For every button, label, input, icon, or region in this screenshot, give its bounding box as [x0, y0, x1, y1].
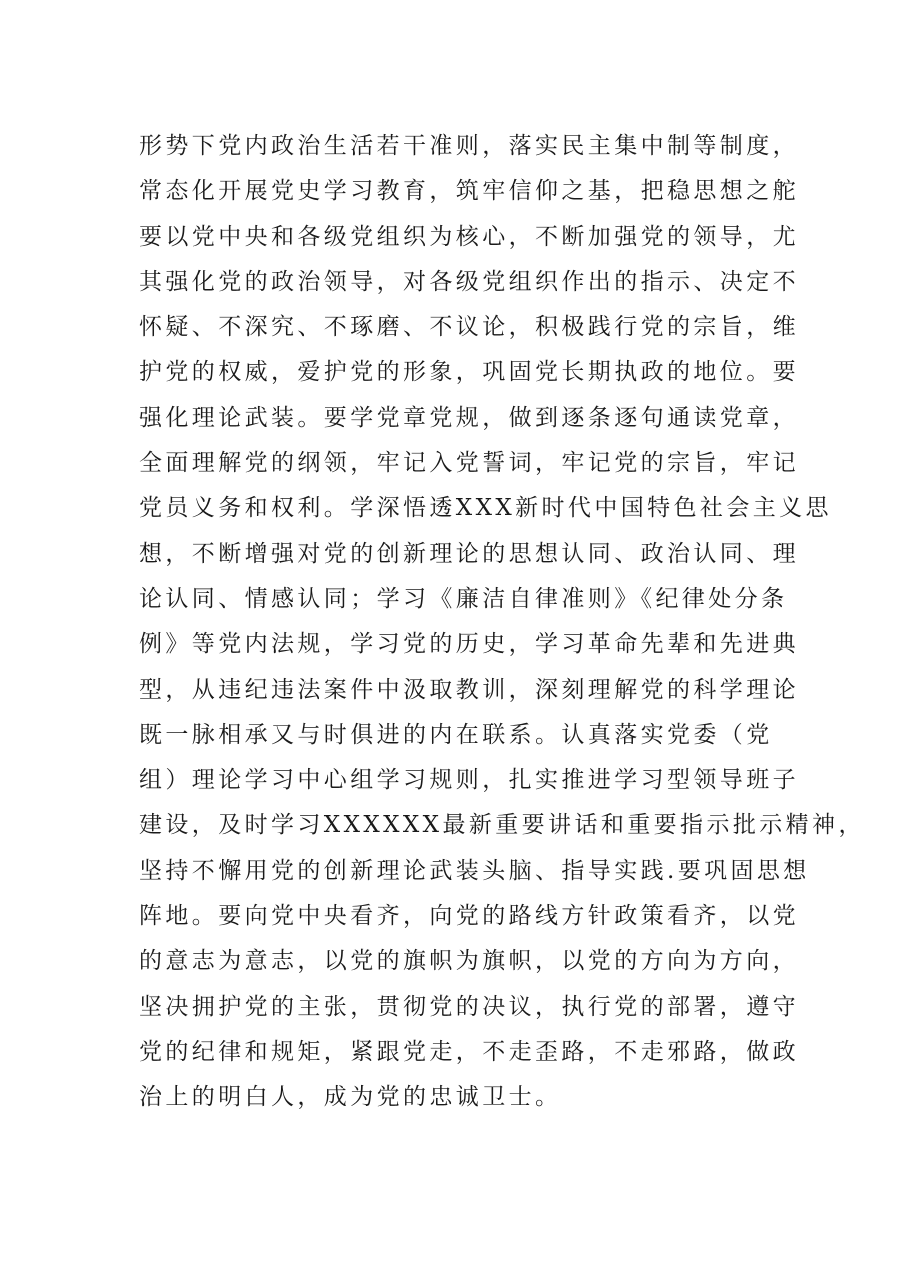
text-line-10: 想，不断增强对党的创新理论的思想认同、政治认同、理 — [139, 540, 799, 567]
text-line-2: 常态化开展党史学习教育，筑牢信仰之基，把稳思想之舵 — [139, 178, 799, 205]
text-line-15: 组）理论学习中心组学习规则，扎实推进学习型领导班子 — [139, 767, 799, 794]
text-line-20: 坚决拥护党的主张，贯彻党的决议，执行党的部署，遵守 — [139, 993, 799, 1020]
text-line-18: 阵地。要向党中央看齐，向党的路线方针政策看齐，以党 — [139, 903, 799, 930]
body-paragraph — [139, 124, 865, 1121]
text-line-4: 其强化党的政治领导，对各级党组织作出的指示、决定不 — [139, 268, 799, 295]
text-line-14: 既一脉相承又与时俱进的内在联系。认真落实党委（党 — [139, 721, 773, 748]
text-line-9: 党员义务和权利。学深悟透XXX新时代中国特色社会主义思 — [139, 495, 832, 522]
text-line-13: 型，从违纪违法案件中汲取教训，深刻理解党的科学理论 — [139, 676, 799, 703]
text-line-8: 全面理解党的纲领，牢记入党誓词，牢记党的宗旨，牢记 — [139, 450, 799, 477]
text-line-16: 建设，及时学习XXXXXX最新重要讲话和重要指示批示精神， — [139, 812, 865, 839]
text-line-7: 强化理论武装。要学党章党规，做到逐条逐句通读党章， — [139, 404, 799, 431]
text-line-11: 论认同、情感认同；学习《廉洁自律准则》《纪律处分条 — [139, 585, 788, 612]
text-line-1: 形势下党内政治生活若干准则，落实民主集中制等制度， — [139, 133, 799, 159]
text-line-17: 坚持不懈用党的创新理论武装头脑、指导实践.要巩固思想 — [139, 857, 810, 884]
text-line-19: 的意志为意志，以党的旗帜为旗帜，以党的方向为方向， — [139, 948, 799, 975]
text-line-5: 怀疑、不深究、不琢磨、不议论，积极践行党的宗旨，维 — [139, 314, 799, 341]
text-line-21: 党的纪律和规矩，紧跟党走，不走歪路，不走邪路，做政 — [139, 1038, 799, 1065]
text-line-3: 要以党中央和各级党组织为核心，不断加强党的领导，尤 — [139, 223, 799, 250]
text-line-6: 护党的权威，爱护党的形象，巩固党长期执政的地位。要 — [139, 359, 799, 386]
text-line-12: 例》等党内法规，学习党的历史，学习革命先辈和先进典 — [139, 631, 799, 658]
text-line-22: 治上的明白人，成为党的忠诚卫士。 — [139, 1084, 562, 1111]
